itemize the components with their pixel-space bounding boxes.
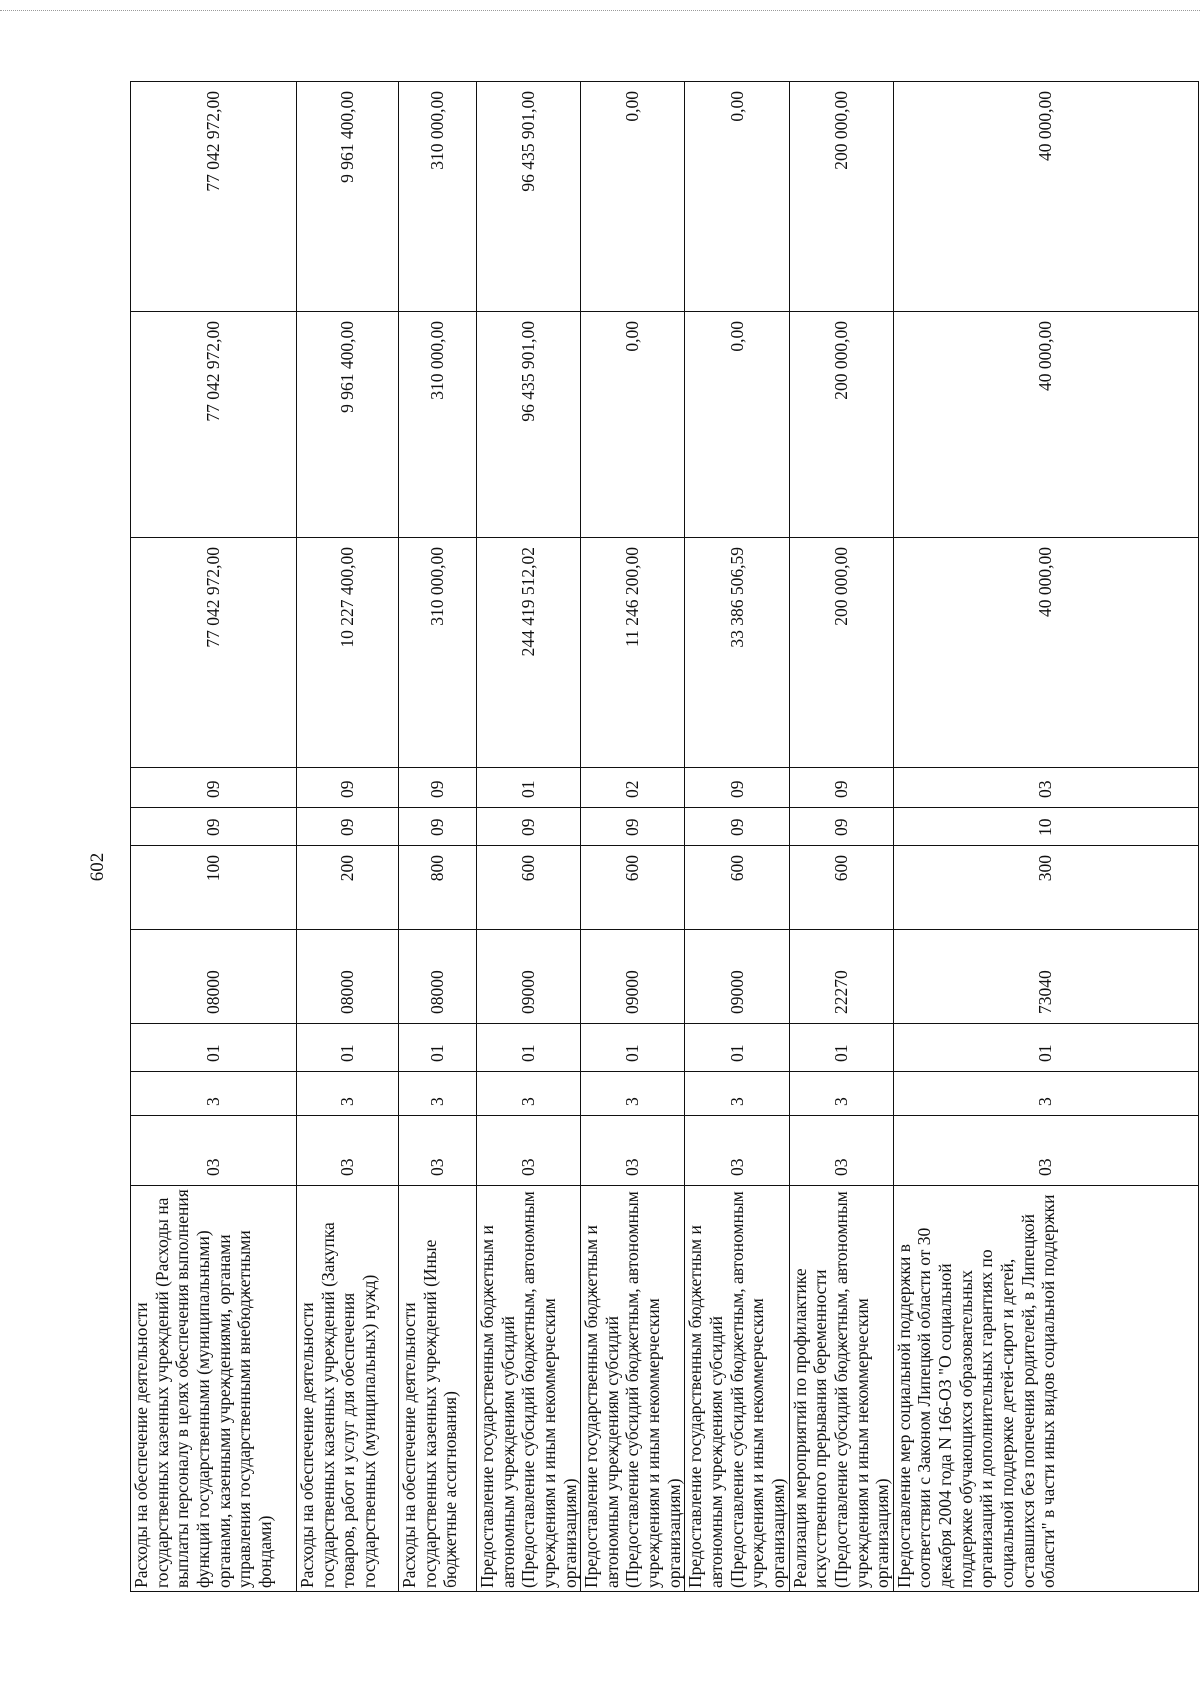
budget-table	[130, 81, 1199, 1592]
code-col-6: 09	[399, 808, 477, 846]
code-col-6: 09	[297, 808, 399, 846]
code-col-2: 3	[131, 1072, 297, 1116]
amount-col-1: 200 000,00	[789, 538, 893, 768]
amount-col-3: 9 961 400,00	[297, 82, 399, 312]
code-col-3: 01	[131, 1024, 297, 1072]
code-col-3: 01	[789, 1024, 893, 1072]
code-col-4: 73040	[893, 930, 1198, 1024]
code-col-5: 600	[685, 846, 789, 930]
row-description: Расходы на обеспечение деятельности государственных казенных учреждений (Расходы на выплаты персоналу в целях обеспечения выполнения функций государственными (муниципальными) органами, казенными учреждениями, органами управления государственными внебюджетными фондами)	[131, 1186, 297, 1592]
code-col-1: 03	[685, 1116, 789, 1186]
code-col-5: 300	[893, 846, 1198, 930]
table-row	[477, 82, 581, 1592]
amount-col-2: 0,00	[685, 312, 789, 538]
code-col-4: 08000	[399, 930, 477, 1024]
row-description: Расходы на обеспечение деятельности государственных казенных учреждений (Иные бюджетные ассигнования)	[399, 1186, 477, 1592]
code-col-5: 200	[297, 846, 399, 930]
code-col-4: 22270	[789, 930, 893, 1024]
amount-col-2: 40 000,00	[893, 312, 1198, 538]
row-description: Предоставление государственным бюджетным и автономным учреждениям субсидий (Предоставление субсидий бюджетным, автономным учреждениям и иным некоммерческим организациям)	[685, 1186, 789, 1592]
code-col-5: 600	[477, 846, 581, 930]
amount-col-2: 310 000,00	[399, 312, 477, 538]
amount-col-1: 11 246 200,00	[581, 538, 685, 768]
table-row	[131, 82, 297, 1592]
code-col-4: 09000	[581, 930, 685, 1024]
code-col-5: 600	[789, 846, 893, 930]
code-col-4: 08000	[131, 930, 297, 1024]
amount-col-2: 77 042 972,00	[131, 312, 297, 538]
code-col-7: 09	[789, 768, 893, 808]
amount-col-3: 0,00	[581, 82, 685, 312]
amount-col-2: 9 961 400,00	[297, 312, 399, 538]
code-col-7: 09	[685, 768, 789, 808]
amount-col-2: 0,00	[581, 312, 685, 538]
code-col-2: 3	[477, 1072, 581, 1116]
code-col-7: 01	[477, 768, 581, 808]
row-description: Реализация мероприятий по профилактике искусственного прерывания беременности (Предоставление субсидий бюджетным, автономным учреждениям и иным некоммерческим организациям)	[789, 1186, 893, 1592]
amount-col-1: 40 000,00	[893, 538, 1198, 768]
code-col-7: 09	[399, 768, 477, 808]
scan-top-edge	[0, 10, 1200, 11]
code-col-3: 01	[297, 1024, 399, 1072]
row-description: Расходы на обеспечение деятельности государственных казенных учреждений (Закупка товаров, работ и услуг для обеспечения государственных (муниципальных) нужд)	[297, 1186, 399, 1592]
code-col-6: 09	[685, 808, 789, 846]
code-col-6: 09	[477, 808, 581, 846]
amount-col-1: 33 386 506,59	[685, 538, 789, 768]
code-col-3: 01	[893, 1024, 1198, 1072]
code-col-1: 03	[297, 1116, 399, 1186]
row-description: Предоставление государственным бюджетным и автономным учреждениям субсидий (Предоставление субсидий бюджетным, автономным учреждениям и иным некоммерческим организациям)	[581, 1186, 685, 1592]
rotated-sheet	[130, 82, 1177, 1592]
code-col-3: 01	[685, 1024, 789, 1072]
code-col-6: 09	[131, 808, 297, 846]
code-col-1: 03	[789, 1116, 893, 1186]
amount-col-1: 244 419 512,02	[477, 538, 581, 768]
row-description: Предоставление государственным бюджетным и автономным учреждениям субсидий (Предоставление субсидий бюджетным, автономным учреждениям и иным некоммерческим организациям)	[477, 1186, 581, 1592]
code-col-4: 09000	[685, 930, 789, 1024]
amount-col-2: 96 435 901,00	[477, 312, 581, 538]
amount-col-1: 10 227 400,00	[297, 538, 399, 768]
amount-col-3: 40 000,00	[893, 82, 1198, 312]
code-col-2: 3	[399, 1072, 477, 1116]
amount-col-3: 77 042 972,00	[131, 82, 297, 312]
amount-col-2: 200 000,00	[789, 312, 893, 538]
code-col-5: 100	[131, 846, 297, 930]
code-col-5: 600	[581, 846, 685, 930]
table-row	[789, 82, 893, 1592]
amount-col-1: 77 042 972,00	[131, 538, 297, 768]
code-col-3: 01	[581, 1024, 685, 1072]
amount-col-3: 200 000,00	[789, 82, 893, 312]
code-col-1: 03	[477, 1116, 581, 1186]
code-col-3: 01	[399, 1024, 477, 1072]
code-col-6: 09	[581, 808, 685, 846]
row-description: Предоставление мер социальной поддержки в соответствии с Законом Липецкой области от 30 декабря 2004 года N 166-ОЗ "О социальной поддержке обучающихся образовательных организаций и дополнительных гарантиях по социальной поддержке детей-сирот и детей, оставшихся без попечения родителей, в Липецкой области" в части иных видов социальной поддержки	[893, 1186, 1198, 1592]
code-col-1: 03	[893, 1116, 1198, 1186]
code-col-4: 08000	[297, 930, 399, 1024]
code-col-3: 01	[477, 1024, 581, 1072]
code-col-5: 800	[399, 846, 477, 930]
code-col-4: 09000	[477, 930, 581, 1024]
amount-col-3: 0,00	[685, 82, 789, 312]
table-row	[399, 82, 477, 1592]
code-col-6: 10	[893, 808, 1198, 846]
code-col-6: 09	[789, 808, 893, 846]
code-col-2: 3	[581, 1072, 685, 1116]
code-col-7: 03	[893, 768, 1198, 808]
code-col-1: 03	[581, 1116, 685, 1186]
table-row	[297, 82, 399, 1592]
code-col-2: 3	[685, 1072, 789, 1116]
code-col-2: 3	[893, 1072, 1198, 1116]
code-col-1: 03	[399, 1116, 477, 1186]
code-col-2: 3	[297, 1072, 399, 1116]
amount-col-1: 310 000,00	[399, 538, 477, 768]
page-number: 602	[87, 852, 108, 882]
table-row	[581, 82, 685, 1592]
code-col-2: 3	[789, 1072, 893, 1116]
code-col-7: 02	[581, 768, 685, 808]
table-row	[685, 82, 789, 1592]
code-col-1: 03	[131, 1116, 297, 1186]
table-row	[893, 82, 1198, 1592]
code-col-7: 09	[297, 768, 399, 808]
code-col-7: 09	[131, 768, 297, 808]
amount-col-3: 96 435 901,00	[477, 82, 581, 312]
amount-col-3: 310 000,00	[399, 82, 477, 312]
